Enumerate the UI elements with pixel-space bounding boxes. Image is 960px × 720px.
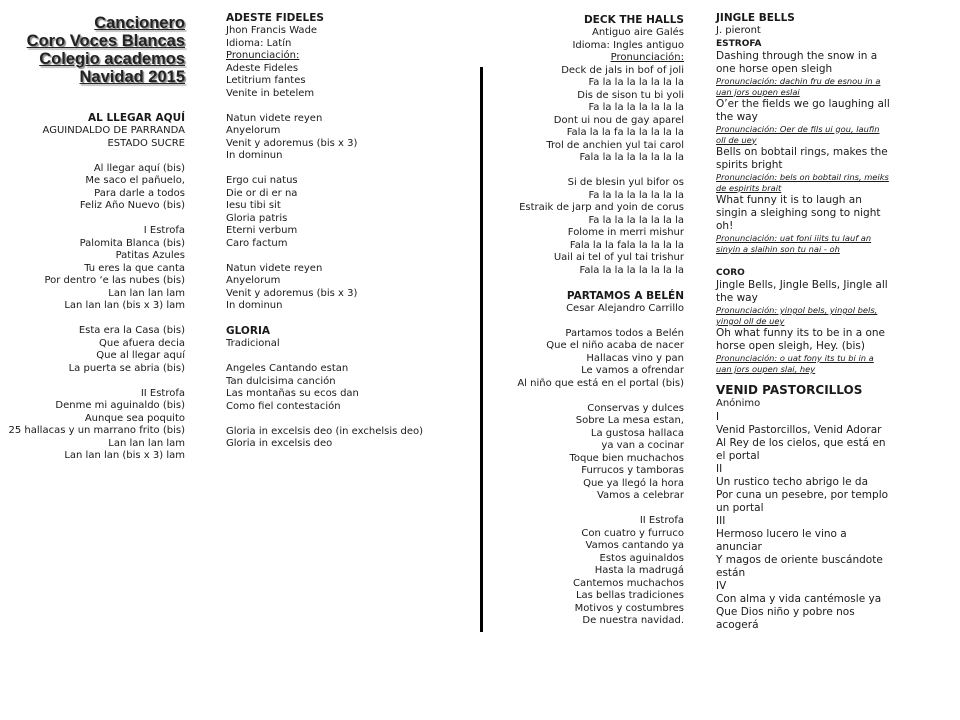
pronunciation-line: Pronunciación: dachin fru de esnou in a uan jors oupen eslai [716, 75, 881, 97]
lyric-line: Trol de anchien yul tai carol [546, 139, 684, 151]
lyric-line: Y magos de oriente buscándote están [716, 553, 883, 579]
lyric-line: Furrucos y tamboras [581, 465, 684, 476]
lyric-line: Palomita Blanca (bis) [79, 237, 185, 249]
lyric-line: Que Dios niño y pobre nos acogerá [716, 605, 855, 631]
lyric-line: Lan lan lan (bis x 3) lam [64, 300, 185, 311]
song-title: DECK THE HALLS [583, 14, 684, 26]
lyric-line: Caro factum [226, 237, 288, 249]
lyric-line: Para darle a todos [94, 187, 185, 199]
lyric-line: Fala la la fa la la la la la [566, 127, 684, 138]
lyric-line: Uail ai tel of yul tai trishur [553, 252, 684, 263]
title-line: Navidad 2015 [79, 68, 185, 86]
lyric-line: Fala la la la la la la la [579, 152, 684, 163]
lyric-line: II [716, 462, 723, 475]
song-title: VENID PASTORCILLOS [716, 383, 863, 397]
lyric-line: Al niño que está en el portal (bis) [517, 377, 684, 389]
song-title: GLORIA [226, 325, 270, 337]
lyric-line: Fa la la la la la la la [588, 102, 684, 113]
lyric-line: Dis de sison tu bi yoli [577, 89, 684, 101]
lyric-line: What funny it is to laugh an singin a sleighing song to night oh! [716, 193, 881, 232]
lyric-line: Natun videte reyen [226, 262, 323, 274]
song-author: Antiguo aire Galés [591, 27, 684, 38]
lyric-line: Tu eres la que canta [84, 262, 185, 274]
lyric-line: Vamos a celebrar [596, 490, 684, 501]
pronunciation-line: Pronunciación: uat foni iiits tu lauf an sinyin a slaihin son tu nai - oh [716, 232, 872, 254]
lyric-line: Con cuatro y furruco [581, 527, 684, 539]
title-line: Coro Voces Blancas [26, 32, 185, 50]
lyric-line: Venit y adoremus (bis x 3) [226, 287, 358, 299]
lyric-line: Venite in betelem [226, 87, 315, 99]
lyric-line: Dashing through the snow in a one horse open sleigh [716, 49, 878, 75]
lyric-line: Adeste Fideles [226, 62, 299, 74]
lyric-line: Que afuera decia [98, 337, 185, 349]
lyric-line: Las bellas tradiciones [575, 590, 684, 601]
lyric-line: II Estrofa [140, 387, 185, 399]
lyric-line: Eterni verbum [226, 225, 298, 236]
song-title: ADESTE FIDELES [226, 12, 324, 24]
section-label: ESTROFA [716, 38, 762, 49]
lyric-line: Que el niño acaba de nacer [546, 340, 684, 351]
lyric-line: Hallacas vino y pan [586, 352, 684, 364]
lyric-line: ya van a cocinar [601, 440, 684, 451]
lyric-line: Por cuna un pesebre, por templo un portal [716, 488, 889, 514]
song-author: J. pieront [716, 25, 761, 36]
pronunciation-line: Pronunciación: o uat fony its tu bi in a uan jors oupen slai, hey [716, 353, 874, 374]
lyric-line: In dominun [226, 300, 283, 311]
lyric-line: Jingle Bells, Jingle Bells, Jingle all the way [716, 279, 888, 304]
lyric-line: Sobre La mesa estan, [575, 415, 684, 426]
song-subtitle: ESTADO SUCRE [107, 137, 185, 149]
lyric-line: Aunque sea poquito [84, 412, 185, 424]
lyric-line: Las montañas su ecos dan [226, 388, 359, 399]
song-al-llegar-aqui [9, 112, 185, 463]
lyric-line: Bells on bobtail rings, makes the spirits bright [716, 145, 888, 171]
lyric-line: III [716, 514, 726, 527]
song-author: Anónimo [716, 398, 761, 409]
lyric-line: Le vamos a ofrendar [581, 365, 684, 376]
lyric-line: O’er the fields we go laughing all the way [716, 97, 890, 123]
song-language: Idioma: Ingles antiguo [572, 39, 684, 51]
song-title: PARTAMOS A BELÉN [566, 289, 684, 302]
song-language: Idioma: Latín [226, 37, 292, 49]
song-title: JINGLE BELLS [716, 12, 795, 24]
lyric-line: In dominun [226, 150, 283, 161]
song-author: Cesar Alejandro Carrillo [566, 302, 684, 314]
lyric-line: De nuestra navidad. [582, 615, 684, 626]
lyric-line: Deck de jals in bof of joli [561, 64, 684, 76]
pronunciation-label: Pronunciación: [226, 50, 300, 61]
song-title: AL LLEGAR AQUÍ [88, 112, 185, 124]
lyric-line: Fa la la la la la la la [588, 189, 684, 201]
pronunciation-line: Pronunciación: yingol bels, yingol bels, yingol oll de uey [716, 305, 878, 326]
lyric-line: Motivos y costumbres [574, 602, 684, 614]
lyric-line: II Estrofa [639, 515, 684, 526]
lyric-line: Toque bien muchachos [569, 452, 684, 464]
lyric-line: Die or di er na [226, 187, 298, 199]
lyric-line: Natun videte reyen [226, 112, 323, 124]
lyric-line: IV [716, 579, 727, 592]
lyric-line: Lan lan lan lam [108, 437, 185, 449]
lyric-line: I Estrofa [143, 225, 185, 236]
lyric-line: Hasta la madrugá [594, 565, 684, 576]
lyric-line: Feliz Año Nuevo (bis) [79, 200, 185, 211]
lyric-line: Como fiel contestación [226, 400, 341, 412]
pronunciation-line: Pronunciación: bels on bobtail rins, meiks de espirits brait [716, 171, 889, 193]
lyric-line: Partamos todos a Belén [565, 327, 684, 339]
pronunciation-label: Pronunciación: [610, 52, 684, 63]
lyric-line: Estos aguinaldos [599, 552, 684, 564]
lyric-line: Un rustico techo abrigo le da [716, 475, 869, 488]
lyric-line: Gloria patris [226, 212, 288, 224]
lyric-line: Dont ui nou de gay aparel [553, 114, 684, 126]
lyric-line: Venid Pastorcillos, Venid Adorar [716, 423, 882, 436]
lyric-line: Fa la la la la la la la [588, 77, 684, 88]
section-label: CORO [716, 268, 745, 278]
lyric-line: Fala la la la la la la la [579, 264, 684, 276]
lyric-line: Si de blesin yul bifor os [567, 177, 684, 188]
pronunciation-line: Pronunciación: Oer de fils ui gou, laufin oll de uey [716, 123, 880, 145]
lyric-line: Me saco el pañuelo, [85, 175, 185, 186]
songbook-title [27, 14, 185, 86]
lyric-line: Fala la la fala la la la la [569, 239, 684, 251]
lyric-line: Esta era la Casa (bis) [78, 325, 185, 336]
lyric-line: Gloria in excelsis deo [226, 438, 333, 449]
lyric-line: Fa la la la la la la la [588, 214, 684, 226]
lyric-line: I [716, 410, 720, 423]
song-author: Tradicional [226, 338, 280, 349]
lyric-line: Patitas Azules [115, 250, 185, 261]
lyric-line: Al Rey de los cielos, que está en el portal [716, 436, 886, 462]
lyric-line: Conservas y dulces [587, 402, 684, 414]
lyric-line: Lan lan lan lam [108, 287, 185, 299]
lyric-line: Folome in merri mishur [567, 227, 684, 238]
lyric-line: Letitrium fantes [226, 75, 306, 86]
title-line: Colegio academos [39, 50, 185, 68]
lyric-line: Vamos cantando ya [585, 540, 684, 551]
lyric-line: Angeles Cantando estan [226, 363, 349, 374]
lyric-line: Gloria in excelsis deo (in exchelsis deo) [226, 425, 424, 437]
lyric-line: Iesu tibi sit [226, 200, 281, 211]
song-subtitle: AGUINDALDO DE PARRANDA [42, 125, 185, 136]
lyric-line: Por dentro ‘e las nubes (bis) [44, 275, 185, 286]
lyric-line: La puerta se abria (bis) [68, 362, 185, 374]
title-line: Cancionero [94, 14, 185, 32]
lyric-line: Ergo cui natus [226, 175, 298, 186]
song-author: Jhon Francis Wade [226, 25, 318, 36]
lyric-line: Denme mi aguinaldo (bis) [55, 400, 185, 411]
lyric-line: Oh what funny its to be in a one horse open sleigh, Hey. (bis) [716, 327, 886, 352]
lyric-line: Anyelorum [226, 275, 281, 286]
lyric-line: Estraik de jarp and yoin de corus [519, 202, 684, 213]
lyric-line: Anyelorum [226, 125, 281, 136]
lyric-line: Lan lan lan (bis x 3) lam [64, 450, 185, 461]
lyric-line: Que al llegar aquí [96, 350, 185, 361]
lyric-line: 25 hallacas y un marrano frito (bis) [8, 425, 185, 436]
lyric-line: Al llegar aquí (bis) [93, 162, 185, 174]
lyric-line: Que ya llegó la hora [583, 477, 684, 489]
lyric-line: La gustosa hallaca [590, 427, 684, 439]
lyric-line: Cantemos muchachos [573, 577, 684, 589]
lyric-line: Con alma y vida cantémosle ya [716, 592, 882, 605]
lyric-line: Tan dulcisima canción [226, 375, 336, 387]
column-divider [480, 67, 483, 632]
lyric-line: Hermoso lucero le vino a anunciar [716, 527, 847, 553]
lyric-line: Venit y adoremus (bis x 3) [226, 137, 358, 149]
